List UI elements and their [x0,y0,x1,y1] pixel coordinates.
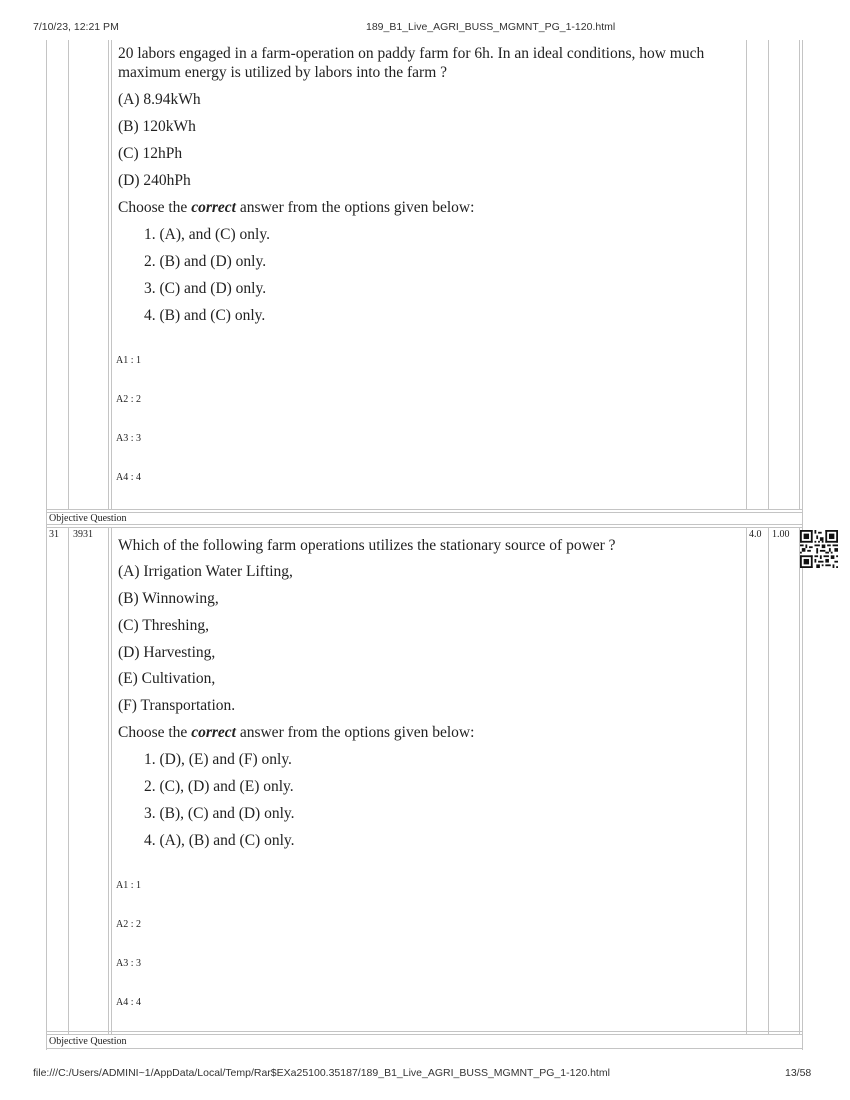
question2-option-f: (F) Transportation. [118,697,236,714]
question2-choice-2: 2. (C), (D) and (E) only. [144,778,294,795]
question1-option-c: (C) 12hPh [118,145,183,162]
question1-option-a: (A) 8.94kWh [118,91,201,108]
question2-answer-3: A3 : 3 [116,958,141,969]
question2-choice-1: 1. (D), (E) and (F) only. [144,751,292,768]
question2-answer-4: A4 : 4 [116,997,141,1008]
question1-choice-4: 4. (B) and (C) only. [144,307,266,324]
print-datetime: 7/10/23, 12:21 PM [33,21,119,33]
print-file-path: file:///C:/Users/ADMINI~1/AppData/Local/Temp/Rar$EXa25100.35187/189_B1_Live_AGRI_BUSS_MGMNT_PG_1-120.html [33,1067,610,1079]
qr-code-icon [800,530,838,568]
question2-serial: 31 [49,529,59,540]
question1-choice-1: 1. (A), and (C) only. [144,226,270,243]
question2-answer-1: A1 : 1 [116,880,141,891]
question1-answer-2: A2 : 2 [116,394,141,405]
question2-text: Which of the following farm operations utilizes the stationary source of power ? [118,537,616,554]
question2-option-e: (E) Cultivation, [118,670,216,687]
question1-type-label: Objective Question [49,513,127,524]
question2-type-label: Objective Question [49,1036,127,1047]
question1-answer-3: A3 : 3 [116,433,141,444]
question2-choice-3: 3. (B), (C) and (D) only. [144,805,295,822]
question2-answer-2: A2 : 2 [116,919,141,930]
question2-id: 3931 [73,529,93,540]
print-title: 189_B1_Live_AGRI_BUSS_MGMNT_PG_1-120.html [366,21,616,33]
question1-option-b: (B) 120kWh [118,118,196,135]
question2-marks: 4.0 [749,529,762,540]
question1-answer-4: A4 : 4 [116,472,141,483]
question1-choice-2: 2. (B) and (D) only. [144,253,267,270]
question1-instruction: Choose the correct answer from the options given below: [118,199,475,216]
print-page-number: 13/58 [785,1067,812,1079]
question1-option-d: (D) 240hPh [118,172,191,189]
question2-option-c: (C) Threshing, [118,617,209,634]
question2-negative-marks: 1.00 [772,529,790,540]
question1-answer-1: A1 : 1 [116,355,141,366]
question2-choice-4: 4. (A), (B) and (C) only. [144,832,295,849]
question1-choice-3: 3. (C) and (D) only. [144,280,267,297]
question2-option-a: (A) Irrigation Water Lifting, [118,563,293,580]
question2-instruction: Choose the correct answer from the options given below: [118,724,475,741]
question2-option-d: (D) Harvesting, [118,644,216,661]
question2-option-b: (B) Winnowing, [118,590,219,607]
question1-text: 20 labors engaged in a farm-operation on paddy farm for 6h. In an ideal conditions, how much maximum energy is utilized by labors into the farm ? [118,45,705,81]
